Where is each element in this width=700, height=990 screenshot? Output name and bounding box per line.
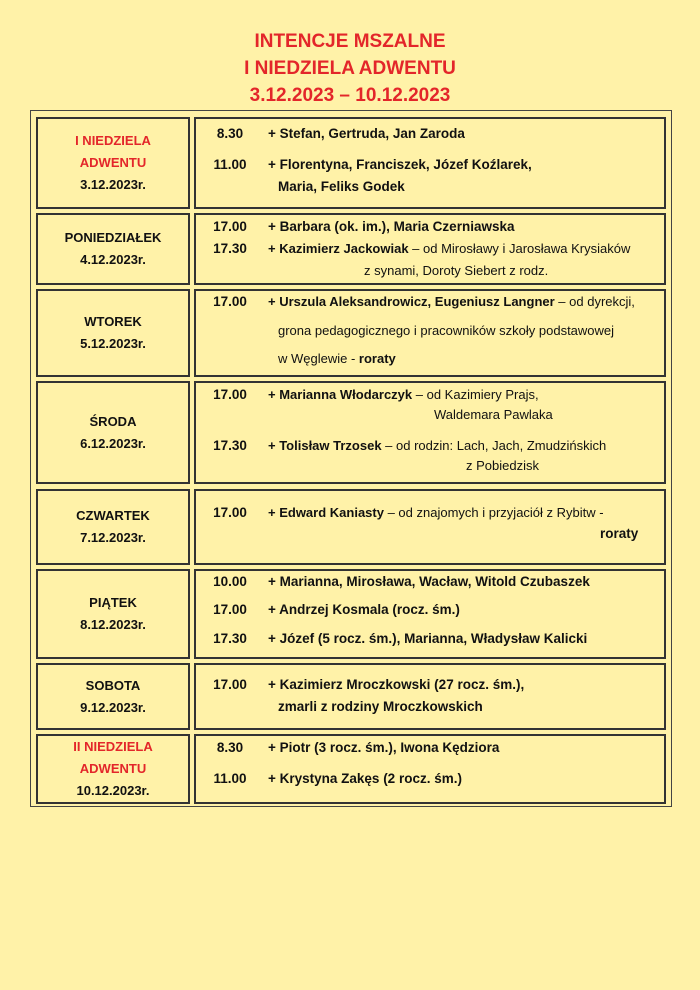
mass-intention-cont: roraty	[600, 526, 639, 541]
day-date: 3.12.2023r.	[80, 177, 146, 192]
mass-time: 17.00	[213, 219, 247, 234]
day-name: II NIEDZIELA	[73, 739, 153, 754]
mass-time: 11.00	[213, 771, 247, 786]
day-cell-wednesday	[36, 381, 190, 484]
mass-intention-cont: Waldemara Pawlaka	[434, 407, 553, 422]
mass-time: 17.30	[213, 631, 247, 646]
mass-time: 8.30	[216, 740, 244, 755]
mass-intention-cont: z synami, Doroty Siebert z rodz.	[364, 263, 549, 278]
mass-intention: + Kazimierz Jackowiak – od Mirosławy i Jarosława Krysiaków	[268, 241, 631, 256]
day-date: 6.12.2023r.	[80, 435, 146, 451]
day-name: SOBOTA	[85, 677, 141, 693]
day-cell-sunday-2	[36, 734, 190, 804]
mass-intention-cont: zmarli z rodziny Mroczkowskich	[278, 699, 483, 714]
mass-intention: + Marianna Włodarczyk – od Kazimiery Prajs,	[268, 387, 539, 402]
day-date: 4.12.2023r.	[80, 252, 146, 267]
mass-intention: + Józef (5 rocz. śm.), Marianna, Władysław Kalicki	[268, 631, 588, 646]
day-name: CZWARTEK	[76, 508, 150, 523]
mass-intention: + Barbara (ok. im.), Maria Czerniawska	[268, 219, 515, 234]
mass-intention: + Urszula Aleksandrowicz, Eugeniusz Langner – od dyrekcji,	[268, 294, 635, 309]
title-line-2: I NIEDZIELA ADWENTU	[244, 58, 456, 79]
day-name: PIĄTEK	[89, 595, 137, 610]
day-cell-friday	[36, 569, 190, 659]
mass-intention: + Andrzej Kosmala (rocz. śm.)	[268, 602, 460, 617]
day-cell-sunday-1	[36, 117, 190, 209]
mass-time: 17.00	[213, 294, 247, 309]
mass-intention: + Krystyna Zakęs (2 rocz. śm.)	[268, 771, 462, 786]
day-name-2: ADWENTU	[79, 155, 147, 170]
mass-intention-cont: z Pobiedzisk	[466, 458, 539, 473]
mass-cell-monday	[194, 213, 666, 285]
day-name: PONIEDZIAŁEK	[64, 230, 162, 245]
day-name-2: ADWENTU	[79, 761, 147, 776]
mass-time: 17.30	[213, 438, 247, 453]
day-date: 10.12.2023r.	[76, 783, 150, 798]
mass-time: 17.00	[213, 677, 247, 692]
mass-cell-friday	[194, 569, 666, 659]
mass-cell-thursday	[194, 489, 666, 565]
day-cell-saturday	[36, 663, 190, 730]
mass-time: 17.30	[213, 241, 247, 256]
day-date: 9.12.2023r.	[80, 699, 146, 715]
mass-cell-tuesday	[194, 289, 666, 377]
mass-time: 8.30	[216, 126, 244, 141]
day-date: 8.12.2023r.	[80, 617, 146, 632]
day-name: I NIEDZIELA	[75, 133, 151, 148]
mass-time: 10.00	[213, 574, 247, 589]
mass-intention-cont-2: w Węglewie - roraty	[278, 351, 396, 366]
mass-intention: + Stefan, Gertruda, Jan Zaroda	[268, 126, 465, 141]
day-cell-tuesday	[36, 289, 190, 377]
day-name: ŚRODA	[89, 413, 137, 429]
mass-cell-wednesday	[194, 381, 666, 484]
mass-time: 17.00	[213, 387, 247, 402]
mass-time: 17.00	[213, 505, 247, 520]
day-cell-monday	[36, 213, 190, 285]
mass-intention: + Kazimierz Mroczkowski (27 rocz. śm.),	[268, 677, 525, 692]
mass-intention-cont: grona pedagogicznego i pracowników szkoły podstawowej	[278, 323, 615, 338]
title-line-3-dates: 3.12.2023 – 10.12.2023	[249, 85, 451, 106]
mass-time: 17.00	[213, 602, 247, 617]
day-date: 7.12.2023r.	[80, 530, 146, 545]
mass-intention-cont: Maria, Feliks Godek	[278, 179, 405, 194]
mass-intention: + Marianna, Mirosława, Wacław, Witold Czubaszek	[268, 574, 590, 589]
mass-cell-sunday-2	[194, 734, 666, 804]
mass-time: 11.00	[213, 157, 247, 172]
mass-intention: + Piotr (3 rocz. śm.), Iwona Kędziora	[268, 740, 500, 755]
mass-intention: + Tolisław Trzosek – od rodzin: Lach, Jach, Zmudzińskich	[268, 438, 607, 453]
title-line-1: INTENCJE MSZALNE	[254, 31, 446, 52]
mass-cell-sunday-1	[194, 117, 666, 209]
mass-intention: + Florentyna, Franciszek, Józef Koźlarek,	[268, 157, 532, 172]
day-name: WTOREK	[84, 314, 142, 329]
mass-intention: + Edward Kaniasty – od znajomych i przyjaciół z Rybitw -	[268, 505, 604, 520]
day-date: 5.12.2023r.	[80, 336, 146, 351]
day-cell-thursday	[36, 489, 190, 565]
mass-cell-saturday	[194, 663, 666, 730]
